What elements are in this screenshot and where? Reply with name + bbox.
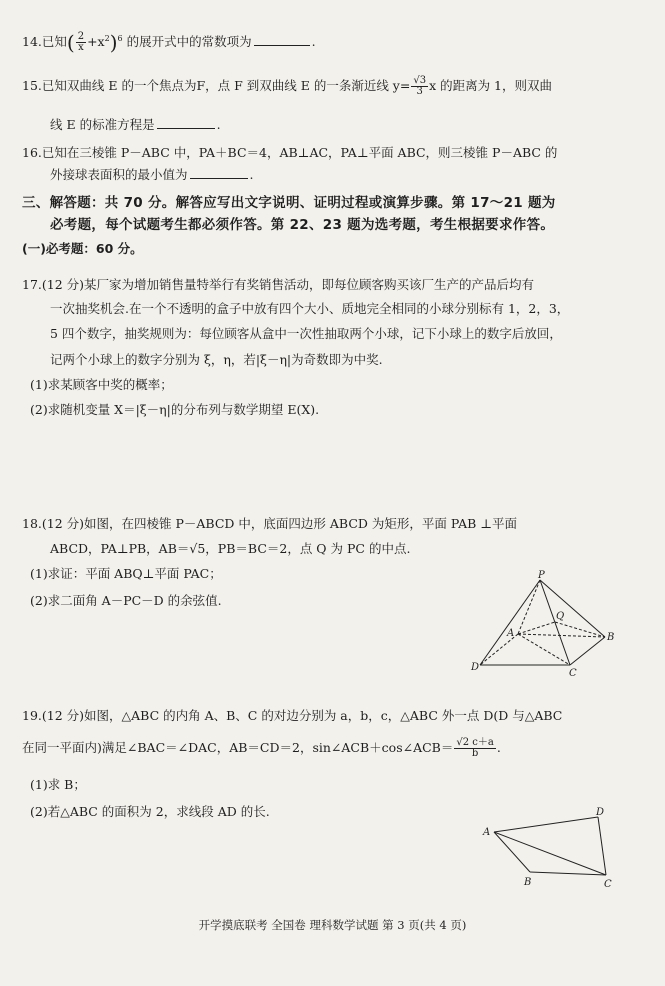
q15-end: . bbox=[216, 117, 221, 132]
q19-frac-den: b bbox=[471, 748, 479, 759]
answer-blank bbox=[190, 166, 248, 179]
q14-prefix: 14.已知 bbox=[22, 34, 67, 50]
pyramid-figure bbox=[470, 570, 620, 680]
label-D: D bbox=[471, 662, 480, 673]
quadrilateral-figure bbox=[480, 805, 620, 890]
edge-CB bbox=[570, 637, 605, 665]
q14-frac-den: x bbox=[78, 42, 84, 54]
q15-fraction bbox=[411, 76, 428, 97]
q14-sup-outer: 6 bbox=[117, 34, 123, 43]
paren-close: ) bbox=[109, 30, 118, 55]
answer-blank bbox=[254, 33, 310, 46]
question-15-line-1 bbox=[22, 76, 647, 97]
edge-AQ bbox=[518, 622, 555, 634]
edge-PD bbox=[480, 580, 540, 665]
question-18-part-2: (2)求二面角 A－PC－D 的余弦值. bbox=[30, 593, 222, 608]
label-A: A bbox=[483, 827, 491, 838]
section-3-heading-cont: 必考题，每个试题考生都必须作答。第 22、23 题为选考题，考生根据要求作答。 bbox=[50, 217, 555, 233]
q14-end: . bbox=[311, 34, 316, 50]
q14-suffix: 的展开式中的常数项为 bbox=[126, 34, 252, 50]
q15-text-a: 15.已知双曲线 E 的一个焦点为F，点 F 到双曲线 E 的一条渐近线 y= bbox=[22, 78, 411, 93]
section-3-heading: 三、解答题：共 70 分。解答应写出文字说明、证明过程或演算步骤。第 17～21 题为 bbox=[22, 195, 556, 211]
q19-fraction bbox=[454, 738, 495, 759]
question-17-line-2: 一次抽奖机会.在一个不透明的盒子中放有四个大小、质地完全相同的小球分别标有 1，2，3， bbox=[50, 301, 570, 316]
q14-expr-rest: +x bbox=[87, 34, 105, 50]
label-D: D bbox=[596, 807, 605, 818]
q16-end: . bbox=[249, 167, 254, 182]
label-A: A bbox=[507, 628, 515, 639]
required-section-label: (一)必考题：60 分。 bbox=[22, 241, 143, 256]
edge-QB bbox=[555, 622, 605, 637]
edge-BC bbox=[530, 872, 606, 875]
question-17-part-2: (2)求随机变量 X＝|ξ－η|的分布列与数学期望 E(X). bbox=[30, 402, 320, 417]
q19-frac-num: √2 c＋a bbox=[456, 737, 494, 748]
question-19-line-2 bbox=[22, 738, 647, 759]
edge-AD bbox=[494, 817, 598, 832]
question-18-part-1: (1)求证：平面 ABQ⊥平面 PAC； bbox=[30, 566, 222, 581]
question-19-part-1: (1)求 B； bbox=[30, 777, 86, 792]
page-footer: 开学摸底联考 全国卷 理科数学试题 第 3 页(共 4 页) bbox=[198, 918, 467, 932]
question-17-line-4: 记两个小球上的数字分别为 ξ，η，若|ξ－η|为奇数即为中奖. bbox=[50, 352, 383, 367]
q14-sup-inner: 2 bbox=[104, 34, 110, 43]
question-16-line-1: 16.已知在三棱锥 P－ABC 中，PA＋BC＝4，AB⊥AC，PA⊥平面 ABC，则三棱锥 P－ABC 的 bbox=[22, 145, 558, 160]
question-16-line-2 bbox=[50, 166, 647, 184]
edge-AB bbox=[494, 832, 530, 872]
q19-text-b: . bbox=[496, 740, 501, 755]
label-C: C bbox=[569, 668, 577, 679]
edge-AC bbox=[494, 832, 606, 875]
q15-text-b: x 的距离为 1，则双曲 bbox=[429, 78, 553, 93]
question-19-part-2: (2)若△ABC 的面积为 2，求线段 AD 的长. bbox=[30, 804, 270, 819]
question-19-line-1: 19.(12 分)如图，△ABC 的内角 A、B、C 的对边分别为 a，b，c，△ABC 外一点 D(D 与△ABC bbox=[22, 708, 563, 723]
edge-DC bbox=[598, 817, 606, 875]
answer-blank bbox=[157, 116, 215, 129]
q14-frac-num: 2 bbox=[77, 31, 85, 43]
question-17-line-1: 17.(12 分)某厂家为增加销售量特举行有奖销售活动，即每位顾客购买该厂生产的产品后均有 bbox=[22, 277, 535, 292]
question-17-part-1: (1)求某顾客中奖的概率； bbox=[30, 377, 173, 392]
label-C: C bbox=[604, 879, 612, 890]
q19-text-a: 在同一平面内)满足∠BAC＝∠DAC，AB＝CD＝2，sin∠ACB＋cos∠ACB＝ bbox=[22, 740, 454, 755]
label-B: B bbox=[607, 632, 615, 643]
label-Q: Q bbox=[556, 611, 565, 622]
q14-fraction bbox=[76, 32, 86, 53]
edge-AB bbox=[518, 634, 605, 637]
label-B: B bbox=[524, 877, 532, 888]
question-14 bbox=[22, 30, 647, 53]
question-17-line-3: 5 四个数字，抽奖规则为：每位顾客从盒中一次性抽取两个小球，记下小球上的数字后放回， bbox=[50, 326, 562, 341]
q15-text-2: 线 E 的标准方程是 bbox=[50, 117, 155, 132]
question-18-line-2: ABCD，PA⊥PB，AB＝√5，PB＝BC＝2，点 Q 为 PC 的中点. bbox=[50, 541, 411, 556]
q16-text-2: 外接球表面积的最小值为 bbox=[50, 167, 188, 182]
q15-frac-num: √3 bbox=[413, 75, 427, 86]
question-18-line-1: 18.(12 分)如图，在四棱锥 P－ABCD 中，底面四边形 ABCD 为矩形，平面 PAB ⊥平面 bbox=[22, 516, 518, 531]
edge-AC bbox=[518, 634, 570, 665]
label-P: P bbox=[538, 570, 545, 581]
question-15-line-2 bbox=[50, 116, 647, 134]
paren-open: ( bbox=[66, 30, 75, 55]
q15-frac-den: 3 bbox=[416, 86, 423, 97]
